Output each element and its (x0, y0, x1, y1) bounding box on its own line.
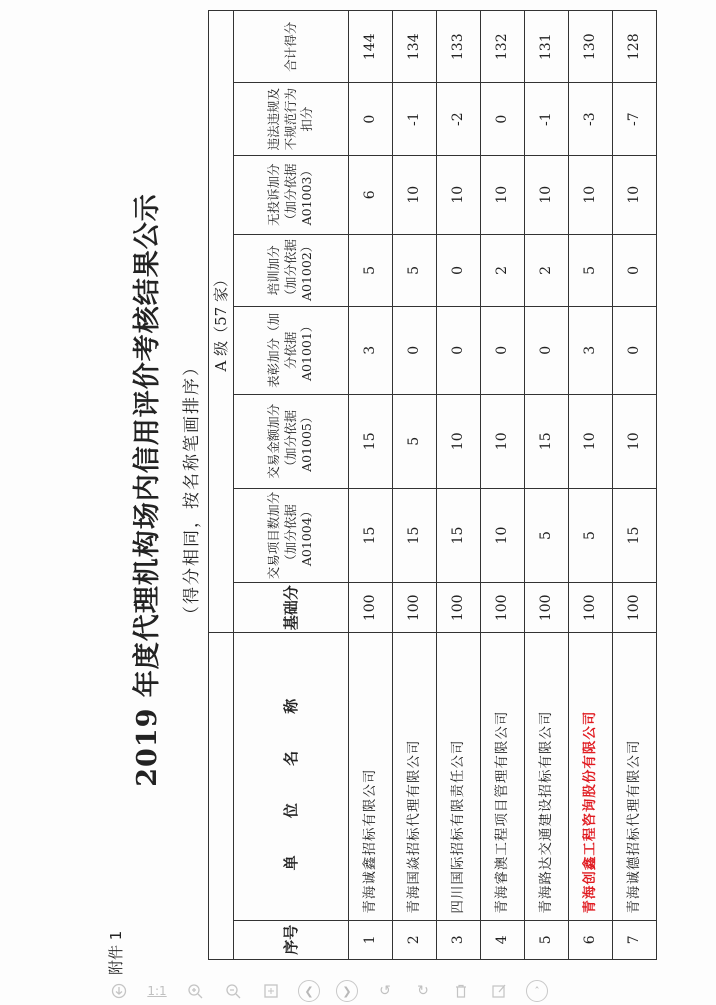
cell-training: 5 (569, 234, 613, 306)
zoom-in-icon[interactable] (176, 979, 214, 1003)
cell-trade-amount: 15 (349, 394, 393, 488)
cell-violation: -7 (613, 83, 657, 155)
cell-total: 144 (349, 11, 393, 83)
cell-commend: 0 (613, 307, 657, 395)
table-row (349, 11, 393, 960)
edit-icon[interactable] (480, 979, 518, 1003)
cell-commend: 0 (393, 307, 437, 395)
cell-violation: -2 (437, 83, 481, 155)
cell-violation: 0 (481, 83, 525, 155)
annex-label: 附件 1 (107, 930, 125, 975)
header-row (234, 11, 349, 960)
cell-trade-count: 15 (613, 488, 657, 582)
cell-no-complaint: 10 (569, 155, 613, 234)
cell-training: 2 (481, 234, 525, 306)
cell-training: 5 (393, 234, 437, 306)
header-commend: 表彰加分（加分依据A01001） (234, 307, 349, 395)
rotate-right-icon[interactable]: ↻ (417, 983, 429, 999)
cell-trade-amount: 15 (525, 394, 569, 488)
actual-size-label: 1:1 (147, 984, 167, 998)
cell-base: 100 (349, 583, 393, 633)
page-subtitle: （得分相同，按名称笔画排序） (182, 357, 202, 623)
cell-training: 5 (349, 234, 393, 306)
table-row (525, 11, 569, 960)
cell-unit-name-highlighted: 青海创鑫工程咨询股份有限公司 (569, 633, 613, 920)
cell-violation: -1 (393, 83, 437, 155)
download-icon[interactable] (100, 979, 138, 1003)
cell-seq: 5 (525, 920, 569, 959)
cell-no-complaint: 10 (393, 155, 437, 234)
header-trade-count: 交易项目数加分（加分依据A01004） (234, 488, 349, 582)
header-seq: 序号 (234, 920, 349, 959)
cell-commend: 3 (349, 307, 393, 395)
cell-base: 100 (569, 583, 613, 633)
cell-base: 100 (437, 583, 481, 633)
cell-no-complaint: 10 (481, 155, 525, 234)
header-no-complaint: 无投诉加分（加分依据A01003） (234, 155, 349, 234)
table-row (613, 11, 657, 960)
cell-no-complaint: 10 (437, 155, 481, 234)
table-row-highlighted (569, 11, 613, 960)
cell-trade-count: 15 (393, 488, 437, 582)
cell-unit-name: 四川国际招标有限责任公司 (437, 633, 481, 920)
cell-commend: 0 (481, 307, 525, 395)
cell-total: 131 (525, 11, 569, 83)
cell-total: 130 (569, 11, 613, 83)
cell-unit-name: 青海睿澳工程项目管理有限公司 (481, 633, 525, 920)
header-training: 培训加分（加分依据A01002） (234, 234, 349, 306)
cell-no-complaint: 10 (525, 155, 569, 234)
delete-icon[interactable] (442, 979, 480, 1003)
cell-seq: 3 (437, 920, 481, 959)
cell-base: 100 (525, 583, 569, 633)
cell-total: 133 (437, 11, 481, 83)
cell-commend: 3 (569, 307, 613, 395)
zoom-out-icon[interactable] (214, 979, 252, 1003)
header-base-score: 基础分 (234, 583, 349, 633)
cell-seq: 7 (613, 920, 657, 959)
cell-training: 0 (437, 234, 481, 306)
fit-page-icon[interactable] (252, 979, 290, 1003)
table-row (437, 11, 481, 960)
viewer-toolbar (0, 977, 716, 1005)
cell-trade-count: 15 (437, 488, 481, 582)
page-title: 2019 年度代理机构场内信用评价考核结果公示 (132, 193, 163, 787)
cell-trade-amount: 10 (481, 394, 525, 488)
cell-trade-count: 5 (525, 488, 569, 582)
header-trade-amount: 交易金额加分（加分依据A01005） (234, 394, 349, 488)
rotate-left-icon[interactable]: ↺ (379, 983, 391, 999)
cell-unit-name: 青海国焱招标代理有限公司 (393, 633, 437, 920)
cell-trade-count: 5 (569, 488, 613, 582)
next-page-icon[interactable]: ❯ (328, 979, 366, 1003)
score-table (208, 10, 657, 960)
cell-total: 132 (481, 11, 525, 83)
level-row (209, 11, 234, 960)
cell-violation: 0 (349, 83, 393, 155)
more-icon[interactable]: ˆ (518, 979, 556, 1003)
cell-no-complaint: 10 (613, 155, 657, 234)
cell-trade-amount: 10 (613, 394, 657, 488)
cell-no-complaint: 6 (349, 155, 393, 234)
cell-commend: 0 (437, 307, 481, 395)
cell-base: 100 (613, 583, 657, 633)
cell-trade-amount: 10 (437, 394, 481, 488)
header-violation: 违法违规及不规范行为扣分 (234, 83, 349, 155)
cell-seq: 2 (393, 920, 437, 959)
cell-seq: 6 (569, 920, 613, 959)
cell-total: 134 (393, 11, 437, 83)
header-unit-name: 单 位 名 称 (234, 633, 349, 920)
prev-page-icon[interactable]: ❮ (290, 979, 328, 1003)
cell-commend: 0 (525, 307, 569, 395)
cell-seq: 4 (481, 920, 525, 959)
level-spacer (209, 633, 234, 960)
level-label: A 级（57 家） (209, 11, 234, 633)
cell-unit-name: 青海路达交通建设招标有限公司 (525, 633, 569, 920)
cell-trade-amount: 5 (393, 394, 437, 488)
cell-trade-count: 15 (349, 488, 393, 582)
cell-seq: 1 (349, 920, 393, 959)
cell-training: 2 (525, 234, 569, 306)
cell-violation: -3 (569, 83, 613, 155)
cell-base: 100 (481, 583, 525, 633)
cell-trade-amount: 10 (569, 394, 613, 488)
cell-trade-count: 10 (481, 488, 525, 582)
cell-unit-name: 青海诚鑫招标有限公司 (349, 633, 393, 920)
rotated-document (105, 5, 665, 975)
header-total: 合计得分 (234, 11, 349, 83)
cell-training: 0 (613, 234, 657, 306)
cell-violation: -1 (525, 83, 569, 155)
cell-base: 100 (393, 583, 437, 633)
cell-unit-name: 青海诚德招标代理有限公司 (613, 633, 657, 920)
table-row (393, 11, 437, 960)
cell-total: 128 (613, 11, 657, 83)
actual-size-button[interactable] (138, 979, 176, 1003)
table-row (481, 11, 525, 960)
